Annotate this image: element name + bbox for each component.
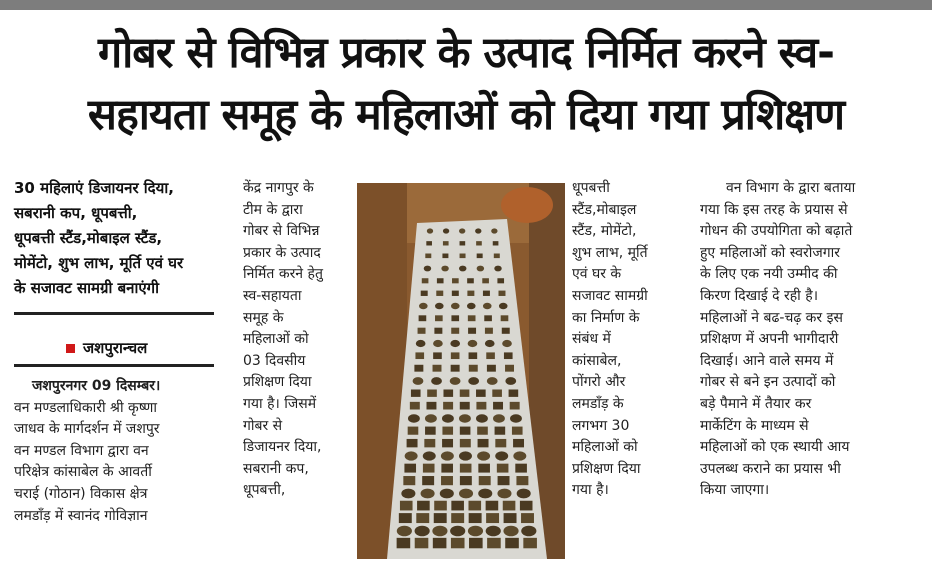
article-line: समूह के (243, 309, 284, 326)
article-column-3 (572, 178, 690, 502)
dung-item (423, 451, 436, 460)
dung-item (451, 352, 460, 359)
dung-item (435, 303, 444, 310)
article-line: गोबर से विभिन्न (243, 223, 320, 240)
dateline-text: जशपुरान्चल (83, 339, 148, 357)
dung-item (433, 538, 447, 548)
dung-item (401, 489, 415, 499)
article-column-1 (14, 376, 220, 527)
headline-line-2: सहायता समूह के महिलाओं को दिया गया प्रशिक्षण (87, 90, 845, 140)
dung-item (441, 451, 454, 460)
dung-item (399, 513, 412, 523)
article-line: वन विभाग के द्वारा बताया (726, 180, 856, 196)
dung-item (515, 464, 527, 473)
dateline-rule (14, 364, 214, 367)
dung-item (405, 451, 418, 460)
dung-item (422, 278, 429, 283)
top-bar (0, 0, 932, 10)
dung-item (440, 489, 454, 499)
dung-item (478, 464, 490, 473)
dung-item (443, 228, 449, 233)
article-line: महिलाओं ने बढ-चढ़ कर इस (700, 309, 843, 326)
dung-item (425, 414, 437, 423)
dung-item (467, 278, 474, 283)
dek-line: 30 महिलाएं डिजायनर दिया, (14, 179, 174, 197)
dung-item (408, 414, 420, 423)
dung-item (459, 414, 471, 423)
dung-item (451, 328, 459, 334)
dung-item (451, 538, 465, 548)
article-line: प्रकार के उत्पाद (243, 244, 321, 261)
dung-item (421, 291, 428, 296)
article-line: किरण दिखाई दे रही है। (700, 287, 818, 304)
dung-item (505, 538, 519, 548)
dung-item (397, 538, 411, 548)
dung-item (468, 315, 476, 321)
dung-item (460, 254, 466, 259)
dung-item (499, 303, 508, 310)
dung-item (431, 377, 442, 385)
dung-item (408, 427, 419, 435)
article-line: संबंध में (572, 331, 611, 348)
dung-item (479, 476, 491, 485)
dung-item (491, 228, 497, 233)
article-line: शुभ लाभ, मूर्ति (572, 244, 648, 261)
article-line: टीम के द्वारा (243, 201, 303, 218)
dung-item (513, 451, 526, 460)
dung-item (434, 328, 442, 334)
dung-item (460, 427, 471, 435)
article-line: निर्मित करने हेतु (243, 266, 323, 283)
article-line: उपलब्ध कराने का प्रयास भी (700, 460, 841, 477)
red-square-icon (66, 344, 75, 353)
article-line: सजावट सामग्री (572, 287, 648, 304)
article-line: के लिए एक नयी उम्मीद की (700, 266, 838, 283)
dung-item (510, 402, 520, 410)
dung-item (505, 377, 516, 385)
article-line: लगभग 30 (572, 417, 630, 434)
dung-item (459, 489, 473, 499)
dek-line: सबरानी कप, धूपबत्ती, (14, 204, 138, 222)
dung-item (475, 228, 481, 233)
article-line: 03 दिवसीय (243, 352, 306, 369)
article-line: हुए महिलाओं को स्वरोजगार (700, 244, 840, 261)
dung-item (477, 266, 484, 272)
dung-item (495, 427, 506, 435)
dung-item (513, 439, 524, 447)
article-line: प्रशिक्षण दिया (572, 460, 641, 477)
dung-item (510, 414, 522, 423)
dung-item (468, 526, 483, 537)
dung-item (467, 303, 476, 310)
dung-item (469, 513, 482, 523)
dung-item (516, 476, 528, 485)
article-line: मार्केटिंग के माध्यम से (700, 417, 809, 434)
dung-item (451, 513, 464, 523)
dung-item (485, 328, 493, 334)
dung-item (501, 315, 509, 321)
dung-item (450, 377, 461, 385)
dung-item (484, 315, 492, 321)
dung-item (497, 464, 509, 473)
dung-item (502, 328, 510, 334)
dung-item (421, 489, 435, 499)
dung-item (485, 340, 495, 347)
dung-item (417, 501, 430, 511)
dung-item (460, 476, 472, 485)
dung-item (400, 501, 413, 511)
dung-item (503, 501, 516, 511)
dung-item (442, 427, 453, 435)
dung-item (512, 427, 523, 435)
dung-item (410, 402, 420, 410)
dung-item (476, 402, 486, 410)
dung-item (495, 439, 506, 447)
article-line: गया है। जिसमें (243, 395, 317, 412)
dung-item (483, 303, 492, 310)
dung-item (482, 278, 489, 283)
article-line: धूपबत्ती (572, 180, 610, 196)
article-line: परिक्षेत्र कांसाबेल के आवर्ती (14, 464, 152, 481)
dung-item (427, 228, 433, 233)
article-column-4 (700, 178, 918, 502)
dung-item (478, 439, 489, 447)
dung-item (443, 402, 453, 410)
dek (14, 176, 214, 301)
dung-item (415, 526, 430, 537)
dung-item (503, 526, 518, 537)
dung-item (426, 402, 436, 410)
dung-item (521, 526, 536, 537)
article-line: गोधन की उपयोगिता को बढ़ाते (700, 223, 853, 240)
dung-item (521, 513, 534, 523)
dung-item (437, 278, 444, 283)
article-line: लमडाँड़ में स्वानंद गोविज्ञान (14, 507, 148, 524)
dung-item (442, 254, 448, 259)
dung-item (476, 241, 482, 245)
dung-item (407, 439, 418, 447)
dung-item (418, 328, 426, 334)
dung-item (443, 241, 449, 245)
dung-item (433, 340, 443, 347)
dung-item (424, 266, 431, 272)
dung-item (419, 303, 428, 310)
dung-item (427, 389, 437, 396)
dung-item (452, 278, 459, 283)
dung-item (416, 340, 426, 347)
dung-item (397, 526, 412, 537)
dung-item (493, 414, 505, 423)
dung-item (413, 377, 424, 385)
dung-item (425, 254, 431, 259)
article-line: किया जाएगा। (700, 482, 770, 499)
article-line: स्टैंड, मोमेंटो, (572, 223, 637, 240)
dung-item (459, 228, 465, 233)
dung-item (477, 427, 488, 435)
article-line: गोबर से बने इन उत्पादों को (700, 374, 836, 391)
dung-item (467, 291, 474, 296)
dung-item (478, 489, 492, 499)
article-column-2 (243, 178, 351, 502)
headline-line-1: गोबर से विभिन्न प्रकार के उत्पाद निर्मित करने स्व- (97, 28, 835, 78)
dung-item (435, 315, 443, 321)
dung-item (433, 365, 442, 372)
dung-item (468, 340, 478, 347)
article-line: कांसाबेल, (572, 352, 622, 369)
article-line: चराई (गोठान) विकास क्षेत्र (14, 485, 148, 502)
article-line: वन मण्डल विभाग द्वारा वन (14, 442, 149, 459)
article-line: वन मण्डलाधिकारी श्री कृष्णा (14, 399, 158, 416)
article-line: का निर्माण के (572, 309, 640, 326)
dung-item (477, 451, 490, 460)
dung-item (468, 377, 479, 385)
dung-item (468, 328, 476, 334)
dung-item (451, 365, 460, 372)
dung-item (486, 526, 501, 537)
dung-item (441, 464, 453, 473)
article-line: सबरानी कप, (243, 460, 309, 477)
dung-item (424, 439, 435, 447)
article-line: गोबर से (243, 417, 283, 434)
dung-item (505, 365, 514, 372)
dung-item (442, 414, 454, 423)
dung-item (497, 278, 504, 283)
dung-item (486, 352, 495, 359)
dek-line: के सजावट सामग्री बनाएंगी (14, 279, 159, 297)
dung-item (404, 464, 416, 473)
dung-item (476, 389, 486, 396)
dung-item (432, 526, 447, 537)
dung-item (494, 254, 500, 259)
dung-item (451, 303, 460, 310)
dung-item (434, 501, 447, 511)
dung-item (495, 451, 508, 460)
dung-item (460, 241, 466, 245)
dung-item (498, 476, 510, 485)
dung-item (486, 513, 499, 523)
dung-item (411, 389, 421, 396)
dek-line: मोमेंटो, शुभ लाभ, मूर्ति एवं घर (14, 254, 184, 272)
article-line: पोंगरो और (572, 374, 626, 391)
dung-item (460, 389, 470, 396)
dung-item (499, 291, 506, 296)
article-line: स्टैंड,मोबाइल (572, 201, 637, 218)
article-line: गया है। (572, 482, 609, 499)
article-line: बड़े पैमाने में तैयार कर (700, 395, 812, 412)
dung-item (469, 352, 478, 359)
dung-item (450, 340, 460, 347)
dung-item (450, 526, 465, 537)
dung-item (504, 513, 517, 523)
dung-item (452, 291, 459, 296)
article-line: लमडाँड़ के (572, 395, 624, 412)
dung-item (476, 414, 488, 423)
dung-item (451, 501, 464, 511)
dek-rule (14, 312, 214, 315)
article-line: गया कि इस तरह के प्रयास से (700, 201, 848, 218)
dung-item (433, 352, 442, 359)
dung-item (460, 439, 471, 447)
article-line: महिलाओं को (243, 331, 309, 348)
dung-item (492, 389, 502, 396)
dung-item (520, 501, 533, 511)
dung-item (426, 241, 432, 245)
dung-item (523, 538, 537, 548)
dung-item (486, 501, 499, 511)
article-line: महिलाओं को एक स्थायी आय (700, 439, 850, 456)
dung-item (425, 427, 436, 435)
dung-item (442, 439, 453, 447)
dung-item (493, 241, 499, 245)
article-line: धूपबत्ती, (243, 482, 286, 499)
headline (0, 22, 932, 146)
dung-item (497, 489, 511, 499)
dung-item (494, 266, 501, 272)
article-line: महिलाओं को (572, 439, 638, 456)
article-line: केंद्र नागपुर के (243, 180, 314, 196)
dung-item (487, 377, 498, 385)
article-line: डिजायनर दिया, (243, 439, 322, 456)
dung-item (436, 291, 443, 296)
dung-item (434, 513, 447, 523)
dung-item (403, 476, 415, 485)
article-line: दिखाई। आने वाले समय में (700, 352, 834, 369)
dung-item (451, 315, 459, 321)
dung-item (416, 513, 429, 523)
dung-item (477, 254, 483, 259)
dung-item (415, 538, 429, 548)
dung-item (459, 451, 472, 460)
dung-item (415, 352, 424, 359)
dung-item (419, 315, 427, 321)
dung-item (469, 538, 483, 548)
article-line: जशपुरनगर 09 दिसम्बर। (32, 378, 161, 394)
article-line: एवं घर के (572, 266, 622, 283)
dung-item (441, 266, 448, 272)
dung-item (414, 365, 423, 372)
dung-item (502, 340, 512, 347)
dung-item (422, 476, 434, 485)
dung-item (487, 538, 501, 548)
dung-item (460, 402, 470, 410)
dung-item (459, 266, 466, 272)
products-photo (357, 183, 565, 559)
dung-item (469, 365, 478, 372)
dateline (66, 338, 147, 358)
dung-item (460, 464, 472, 473)
dung-item (517, 489, 531, 499)
dung-item (483, 291, 490, 296)
dung-item (504, 352, 513, 359)
dung-item (443, 389, 453, 396)
dung-item (493, 402, 503, 410)
dung-item (487, 365, 496, 372)
article-line: जाधव के मार्गदर्शन में जशपुर (14, 421, 160, 438)
article-line: प्रशिक्षण में अपनी भागीदारी (700, 331, 839, 348)
dung-item (468, 501, 481, 511)
dung-item (423, 464, 435, 473)
dung-item (509, 389, 519, 396)
article-line: प्रशिक्षण दिया (243, 374, 312, 391)
dung-item (441, 476, 453, 485)
article-line: स्व-सहायता (243, 287, 302, 304)
dek-line: धूपबत्ती स्टैंड,मोबाइल स्टैंड, (14, 229, 163, 247)
